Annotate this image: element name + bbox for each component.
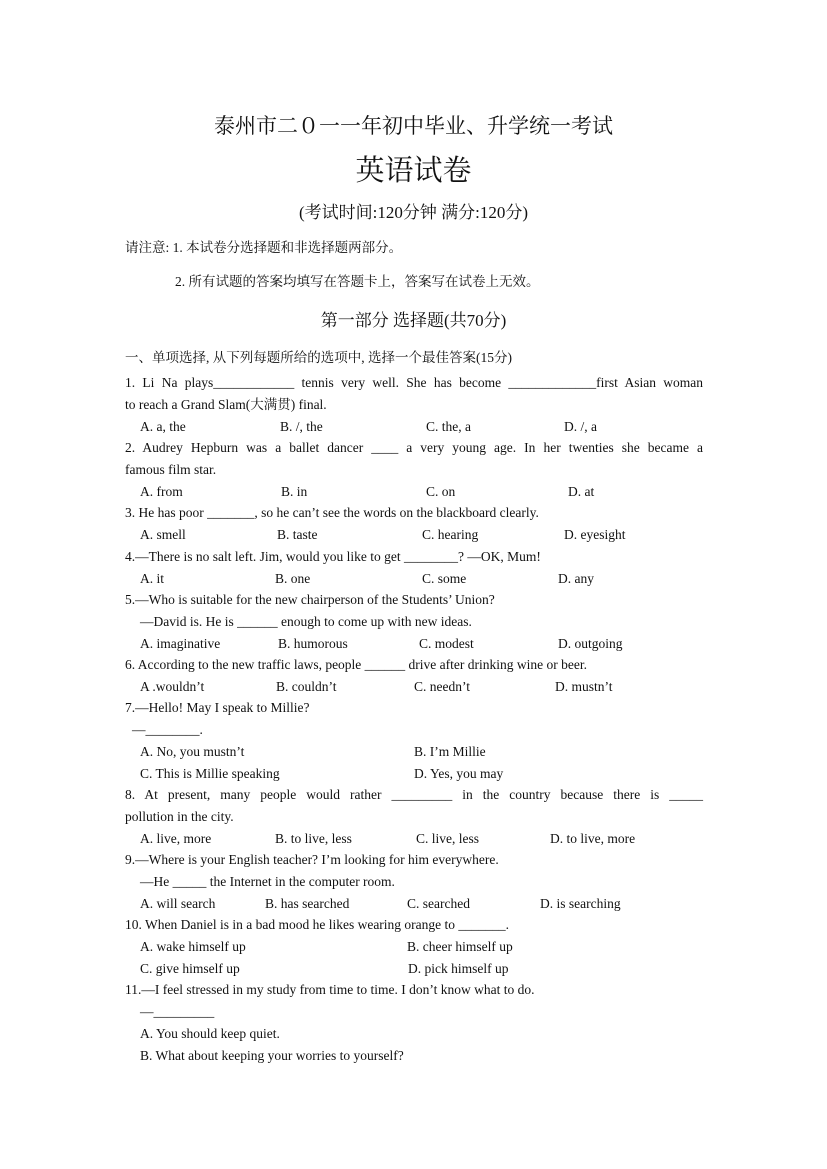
question-11-option-a: A. You should keep quiet. bbox=[140, 1026, 280, 1041]
question-4-option-b: B. one bbox=[275, 571, 311, 586]
question-2-option-c: C. on bbox=[426, 484, 456, 499]
question-7-option-c: C. This is Millie speaking bbox=[140, 766, 280, 781]
question-4-option-d: D. any bbox=[558, 571, 594, 586]
question-5-line-1: 5.—Who is suitable for the new chairperson of the Students’ Union? bbox=[125, 592, 495, 607]
question-10-option-a: A. wake himself up bbox=[140, 939, 246, 954]
question-1-line-2: to reach a Grand Slam(大满贯) final. bbox=[125, 397, 327, 412]
question-4-line-1: 4.—There is no salt left. Jim, would you like to get ________? —OK, Mum! bbox=[125, 549, 541, 564]
question-8-option-b: B. to live, less bbox=[275, 831, 352, 846]
question-10-line-1: 10. When Daniel is in a bad mood he likes wearing orange to _______. bbox=[125, 917, 510, 932]
question-9-line-1: 9.—Where is your English teacher? I’m looking for him everywhere. bbox=[125, 852, 499, 867]
section-title: 一、单项选择, 从下列每题所给的选项中, 选择一个最佳答案(15分) bbox=[125, 350, 512, 365]
question-7-option-a: A. No, you mustn’t bbox=[140, 744, 245, 759]
question-6-line-1: 6. According to the new traffic laws, people ______ drive after drinking wine or beer. bbox=[125, 657, 587, 672]
question-8-option-a: A. live, more bbox=[140, 831, 212, 846]
question-2-line-2: famous film star. bbox=[125, 462, 217, 477]
question-11-option-b: B. What about keeping your worries to yourself? bbox=[140, 1048, 404, 1063]
question-8-line-1: 8. At present, many people would rather _________ in the country because there is _____ bbox=[125, 787, 703, 802]
question-2-option-d: D. at bbox=[568, 484, 595, 499]
question-3-option-d: D. eyesight bbox=[564, 527, 626, 542]
question-9-option-a: A. will search bbox=[140, 896, 216, 911]
question-10-option-c: C. give himself up bbox=[140, 961, 240, 976]
question-9-option-b: B. has searched bbox=[265, 896, 350, 911]
question-7-line-2: —________. bbox=[132, 722, 203, 737]
question-9-option-d: D. is searching bbox=[540, 896, 621, 911]
question-3-option-a: A. smell bbox=[140, 527, 186, 542]
question-11-line-2: —_________ bbox=[140, 1004, 215, 1019]
question-7-option-d: D. Yes, you may bbox=[414, 766, 504, 781]
note-2: 2. 所有试题的答案均填写在答题卡上，答案写在试卷上无效。 bbox=[175, 274, 540, 289]
question-4-option-c: C. some bbox=[422, 571, 467, 586]
question-2-line-1: 2. Audrey Hepburn was a ballet dancer ____ a very young age. In her twenties she became a bbox=[125, 440, 703, 455]
question-1-option-b: B. /, the bbox=[280, 419, 323, 434]
question-1-option-d: D. /, a bbox=[564, 419, 597, 434]
question-8-option-c: C. live, less bbox=[416, 831, 479, 846]
question-5-line-2: —David is. He is ______ enough to come up with new ideas. bbox=[140, 614, 472, 629]
exam-info: (考试时间:120分钟 满分:120分) bbox=[298, 203, 529, 222]
part-title: 第一部分 选择题(共70分) bbox=[320, 311, 507, 330]
question-1-option-c: C. the, a bbox=[426, 419, 471, 434]
question-8-line-2: pollution in the city. bbox=[125, 809, 234, 824]
question-9-option-c: C. searched bbox=[407, 896, 470, 911]
question-5-option-c: C. modest bbox=[419, 636, 474, 651]
question-8-option-d: D. to live, more bbox=[550, 831, 636, 846]
question-6-option-a: A .wouldn’t bbox=[140, 679, 205, 694]
question-10-option-b: B. cheer himself up bbox=[407, 939, 513, 954]
note-1: 请注意: 1. 本试卷分选择题和非选择题两部分。 bbox=[125, 240, 403, 255]
question-4-option-a: A. it bbox=[140, 571, 165, 586]
exam-title: 泰州市二０一一年初中毕业、升学统一考试 bbox=[214, 114, 613, 138]
question-5-option-a: A. imaginative bbox=[140, 636, 221, 651]
question-6-option-c: C. needn’t bbox=[414, 679, 470, 694]
exam-subject-title: 英语试卷 bbox=[355, 155, 472, 187]
question-2-option-a: A. from bbox=[140, 484, 183, 499]
question-6-option-b: B. couldn’t bbox=[276, 679, 337, 694]
question-6-option-d: D. mustn’t bbox=[555, 679, 613, 694]
question-7-option-b: B. I’m Millie bbox=[414, 744, 486, 759]
question-3-option-c: C. hearing bbox=[422, 527, 479, 542]
question-5-option-b: B. humorous bbox=[278, 636, 348, 651]
question-5-option-d: D. outgoing bbox=[558, 636, 623, 651]
question-3-option-b: B. taste bbox=[277, 527, 318, 542]
question-7-line-1: 7.—Hello! May I speak to Millie? bbox=[125, 700, 310, 715]
question-2-option-b: B. in bbox=[281, 484, 308, 499]
question-1-option-a: A. a, the bbox=[140, 419, 186, 434]
question-9-line-2: —He _____ the Internet in the computer room. bbox=[140, 874, 395, 889]
question-1-line-1: 1. Li Na plays____________ tennis very well. She has become _____________first Asian woman bbox=[125, 375, 703, 390]
question-3-line-1: 3. He has poor _______, so he can’t see the words on the blackboard clearly. bbox=[125, 505, 539, 520]
question-10-option-d: D. pick himself up bbox=[408, 961, 509, 976]
question-11-line-1: 11.—I feel stressed in my study from time to time. I don’t know what to do. bbox=[125, 982, 535, 997]
